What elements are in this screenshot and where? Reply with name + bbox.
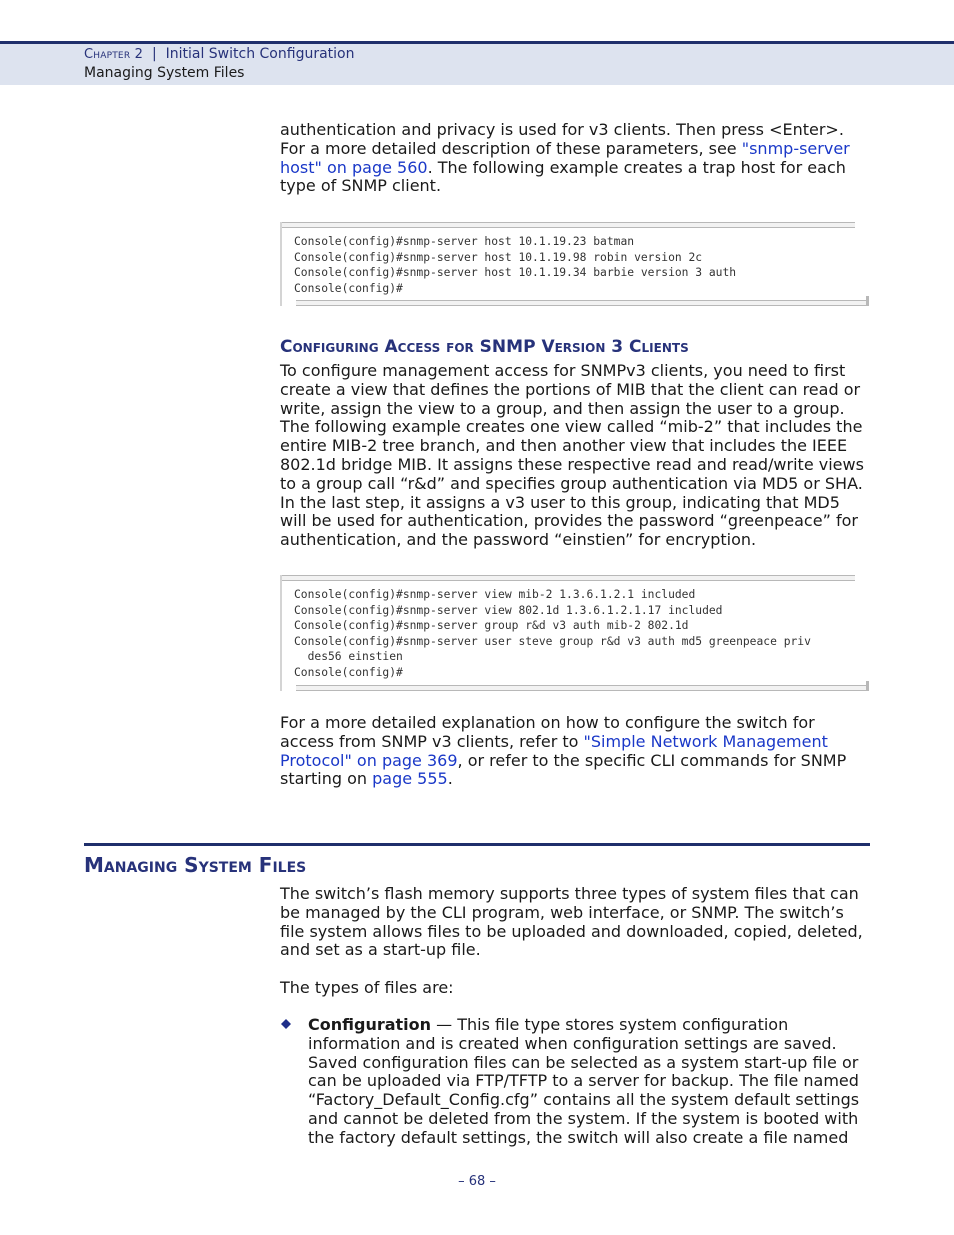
code-line: Console(config)#snmp-server view mib-2 1.3.6.1.2.1 included [294, 588, 696, 601]
code-line: Console(config)#snmp-server group r&d v3 auth mib-2 802.1d [294, 619, 689, 633]
chapter-label: Chapter 2 [84, 47, 144, 62]
more-text-3: . [447, 769, 453, 789]
more-info-paragraph [280, 714, 870, 789]
code-line: Console(config)# [294, 665, 403, 679]
intro-paragraph [280, 121, 870, 196]
bullet-term: Configuration [308, 1015, 432, 1034]
code-line: des56 einstien [294, 650, 403, 664]
code-line: Console(config)#snmp-server user steve group r&d v3 auth md5 greenpeace priv [294, 634, 811, 648]
code-line: Console(config)#snmp-server view 802.1d 1.3.6.1.2.1.17 included [294, 603, 723, 617]
section-rule [84, 843, 870, 846]
code-line: Console(config)# [294, 281, 403, 295]
chapter-line [84, 46, 354, 62]
file-types-intro: The types of files are: [280, 978, 454, 997]
code-line: Console(config)#snmp-server host 10.1.19.23 batman [294, 235, 635, 248]
code-lines [294, 234, 736, 296]
code-line: Console(config)#snmp-server host 10.1.19.98 robin version 2c [294, 250, 703, 264]
snmp-server-host-link[interactable]: "snmp-server host" on page 560 [280, 138, 850, 177]
bullet-item-configuration [308, 1016, 872, 1148]
more-text-1: For a more detailed explanation on how to configure the switch for access from SNMP v3 clients, refer to [280, 713, 815, 751]
subheading-snmpv3-access: Configuring Access for SNMP Version 3 Clients [280, 337, 689, 357]
page-number: – 68 – [458, 1174, 496, 1189]
code-block-snmpv3 [280, 575, 869, 691]
page-555-link[interactable]: page 555 [372, 769, 448, 789]
snmp-protocol-link[interactable]: "Simple Network Management Protocol" on page 369 [280, 731, 828, 770]
diamond-bullet-icon [281, 1019, 291, 1029]
header-separator: | [151, 46, 157, 62]
more-text-2: , or refer to the specific CLI commands for SNMP starting on [280, 750, 847, 789]
code-lines [294, 587, 811, 681]
intro-text-2: . The following example creates a trap host for each type of SNMP client. [280, 157, 846, 196]
flash-memory-paragraph: The switch’s flash memory supports three types of system files that can be managed by the CLI program, web interface, or SNMP. The switch’s file system allows files to be uploaded and downloaded, copied, deleted, and set as a start-up file. [280, 884, 863, 960]
section-heading-managing-files: Managing System Files [84, 853, 307, 877]
snmpv3-paragraph: To configure management access for SNMPv3 clients, you need to first create a view that defines the portions of MIB that the client can read or write, assign the view to a group, and then assign the user to a group. The following example creates one view called “mib-2” that includes the entire MIB-2 tree branch, and then another view that includes the IEEE 802.1d bridge MIB. It assigns these respective read and read/write views to a group call “r&d” and specifies group authentication via MD5 or SHA. In the last step, it assigns a v3 user to this group, indicating that MD5 will be used for authentication, provides the password “greenpeace” for authentication, and the password “einstien” for encryption. [280, 361, 864, 550]
header-section-title: Managing System Files [84, 65, 245, 81]
bullet-description: — This file type stores system configuration information and is created when configuration settings are saved. Saved configuration files can be selected as a system start-up file or can be uploaded via FTP/TFTP to a server for backup. The file named “Factory_Default_Config.cfg” contains all the system default settings and cannot be deleted from the system. If the system is booted with the factory default settings, the switch will also create a file named [308, 1015, 860, 1147]
chapter-title: Initial Switch Configuration [165, 46, 355, 62]
code-block-trap-hosts [280, 222, 869, 306]
code-line: Console(config)#snmp-server host 10.1.19.34 barbie version 3 auth [294, 266, 737, 280]
intro-text-1: authentication and privacy is used for v3 clients. Then press <Enter>. For a more detailed description of these parameters, see [280, 120, 844, 158]
